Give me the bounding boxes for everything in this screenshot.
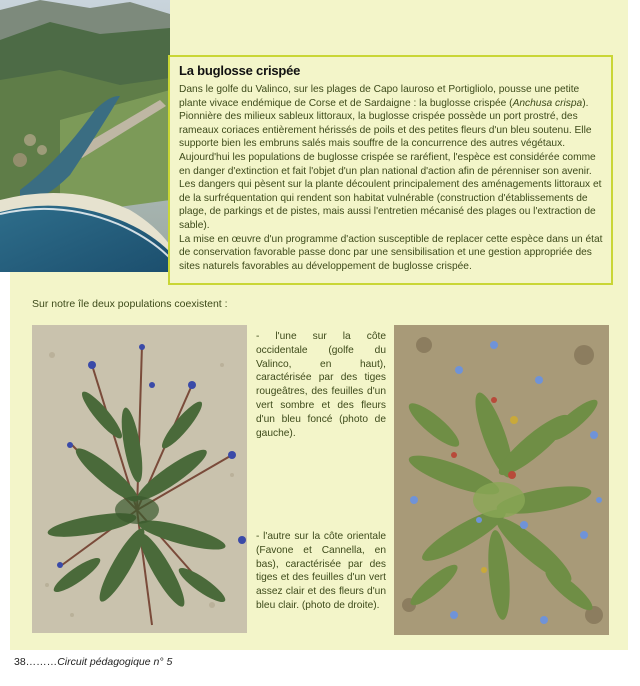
intro-paragraph-2: Aujourd'hui les populations de buglosse crispée se raréfient, l'espèce est considérée comme en danger d'extinction et fait l'objet d'un plan national d'action afin de pérenniser son avenir. (179, 151, 596, 177)
east-population-text: - l'autre sur la côte orientale (Favone et Cannella, en bas), caractérisée par des tiges et des feuilles d'un vert assez clair et des fleurs d'un bleu clair. (photo de droite). (256, 531, 386, 611)
intro-text-box (168, 55, 613, 285)
plant-photo-west (32, 325, 247, 633)
plant-photo-east (394, 325, 609, 635)
series-title: Circuit pédagogique n° 5 (57, 656, 173, 668)
intro-paragraph-3: Les dangers qui pèsent sur la plante découlent principalement des aménagements littoraux et de la surfréquentation qui rendent son habitat vulnérable (construction d'établissements de plage, de parkings et de pistes, mais aussi l'entretien mécanisé des plages ou l'extraction de sable). (179, 179, 602, 231)
west-population-text: - l'une sur la côte occidentale (golfe du Valinco, en haut), caractérisée par des tiges rougeâtres, des feuilles d'un vert sombre et des fleurs d'un bleu foncé (photo de gauche). (256, 331, 386, 439)
page-footer (14, 656, 172, 668)
aerial-coast-photo (0, 0, 170, 272)
intro-paragraph-4: La mise en œuvre d'un programme d'action susceptible de replacer cette espèce dans un état de conservation favorable passe donc par une sensibilisation et une gestion appropriée des sites naturels favorables au développement de buglosse crispée. (179, 233, 603, 272)
section-title: La buglosse crispée (179, 63, 301, 78)
intro-paragraph-1: Dans le golfe du Valinco, sur les plages de Capo lauroso et Portigliolo, pousse une petite plante vivace endémique de Corse et de Sardaigne : la buglosse crispée (Anchusa crispa). Pionnière des milieux sableux littoraux, la buglosse crispée possède un port prostré, des rameaux coriaces entièrement hérissés de poils et des petites fleurs d'un bleu soutenu. Elle supporte bien les embruns salés mais souffre de la concurrence des autres végétaux. (179, 84, 592, 150)
populations-lead: Sur notre île deux populations coexistent : (32, 298, 228, 310)
species-name: Anchusa crispa (512, 97, 583, 109)
page-number: 38……… (14, 656, 58, 668)
